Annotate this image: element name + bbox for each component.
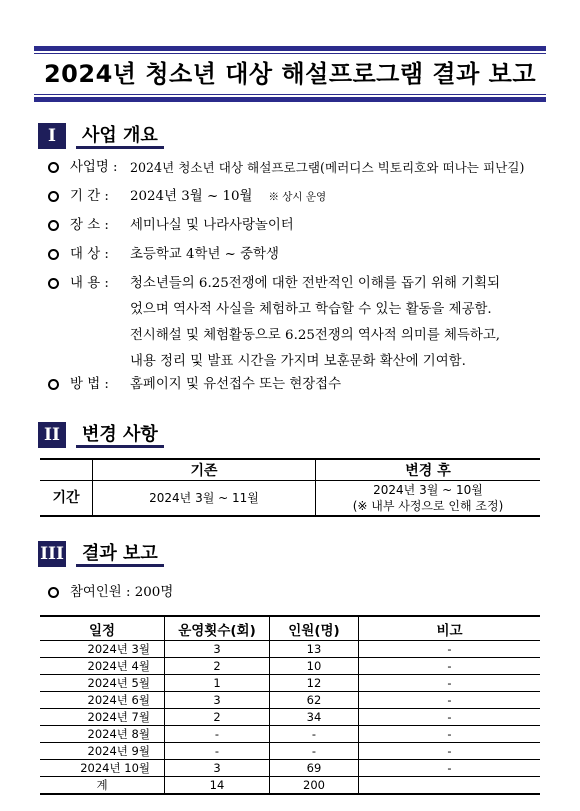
- content-description: 청소년들의 6.25전쟁에 대한 전반적인 이해를 돕기 위해 기획되 었으며 역사적 사실을 체험하고 학습할 수 있는 활동을 제공함. 전시해설 및 체험활동으로 6.25전쟁의 역사적 의미를 체득하고, 내용 정리 및 발표 시간을 가지며 보훈문화 확산에 기여함.: [130, 276, 501, 369]
- title-rule-bottom: [34, 97, 546, 102]
- schedule-cell: 2024년 8월: [40, 726, 165, 743]
- table-row: [40, 692, 540, 709]
- sessions-cell: 2: [165, 709, 270, 726]
- schedule-cell: 2024년 4월: [40, 658, 165, 675]
- table-row: [40, 658, 540, 675]
- attendees-cell: 13: [270, 641, 359, 658]
- section-title: 사업 개요: [76, 123, 164, 149]
- table-row: [40, 760, 540, 777]
- section-title: 결과 보고: [76, 541, 164, 567]
- header-before: 기존: [93, 459, 316, 481]
- sessions-cell: -: [165, 726, 270, 743]
- section-number: III: [38, 541, 66, 567]
- section-header-changes: [38, 422, 164, 448]
- sessions-cell: 3: [165, 692, 270, 709]
- remarks-cell: -: [359, 641, 541, 658]
- attendees-cell: 200: [270, 777, 359, 795]
- remarks-cell: -: [359, 675, 541, 692]
- document-title: 2024년 청소년 대상 해설프로그램 결과 보고: [43, 60, 537, 88]
- circle-bullet-icon: [48, 278, 59, 289]
- circle-bullet-icon: [48, 220, 59, 231]
- section-number: I: [38, 123, 66, 149]
- circle-bullet-icon: [48, 191, 59, 202]
- attendees-cell: -: [270, 726, 359, 743]
- remarks-cell: -: [359, 692, 541, 709]
- attendees-cell: 62: [270, 692, 359, 709]
- sessions-cell: 3: [165, 641, 270, 658]
- changes-row-period: 기간 2024년 3월 ~ 11월 2024년 3월 ~ 10월 (※ 내부 사정으로 인해 조정): [40, 481, 540, 517]
- results-header-row: 일정 운영횟수(회) 인원(명) 비고: [40, 616, 540, 641]
- title-block: [34, 46, 546, 102]
- attendees-cell: -: [270, 743, 359, 760]
- table-row: [40, 709, 540, 726]
- sessions-cell: 1: [165, 675, 270, 692]
- changes-table: [40, 458, 540, 517]
- attendees-cell: 12: [270, 675, 359, 692]
- schedule-cell: 2024년 3월: [40, 641, 165, 658]
- table-row: [40, 675, 540, 692]
- results-table: [40, 615, 540, 795]
- attendees-cell: 69: [270, 760, 359, 777]
- title-rule-top: [34, 46, 546, 51]
- remarks-cell: -: [359, 709, 541, 726]
- remarks-cell: -: [359, 726, 541, 743]
- after-value: 2024년 3월 ~ 10월 (※ 내부 사정으로 인해 조정): [316, 481, 541, 517]
- changes-header-row: [40, 459, 540, 481]
- header-after: 변경 후: [316, 459, 541, 481]
- remarks-cell: -: [359, 658, 541, 675]
- results-body: [40, 641, 540, 795]
- section-title: 변경 사항: [76, 422, 164, 448]
- remarks-cell: -: [359, 743, 541, 760]
- schedule-cell: 2024년 5월: [40, 675, 165, 692]
- table-row: [40, 641, 540, 658]
- remarks-cell: -: [359, 760, 541, 777]
- schedule-cell: 2024년 10월: [40, 760, 165, 777]
- before-value: 2024년 3월 ~ 11월: [93, 481, 316, 517]
- circle-bullet-icon: [48, 162, 59, 173]
- sessions-cell: 2: [165, 658, 270, 675]
- schedule-cell: 계: [40, 777, 165, 795]
- schedule-cell: 2024년 6월: [40, 692, 165, 709]
- table-row: [40, 726, 540, 743]
- section-header-results: [38, 541, 164, 567]
- sessions-cell: -: [165, 743, 270, 760]
- circle-bullet-icon: [48, 587, 59, 598]
- sessions-cell: 3: [165, 760, 270, 777]
- attendees-cell: 34: [270, 709, 359, 726]
- period-note: ※ 상시 운영: [268, 191, 327, 203]
- section-header-overview: [38, 123, 164, 149]
- section-number: II: [38, 422, 66, 448]
- schedule-cell: 2024년 9월: [40, 743, 165, 760]
- attendees-cell: 10: [270, 658, 359, 675]
- circle-bullet-icon: [48, 379, 59, 390]
- sessions-cell: 14: [165, 777, 270, 795]
- schedule-cell: 2024년 7월: [40, 709, 165, 726]
- remarks-cell: [359, 777, 541, 795]
- table-row: [40, 743, 540, 760]
- total-row: [40, 777, 540, 795]
- circle-bullet-icon: [48, 249, 59, 260]
